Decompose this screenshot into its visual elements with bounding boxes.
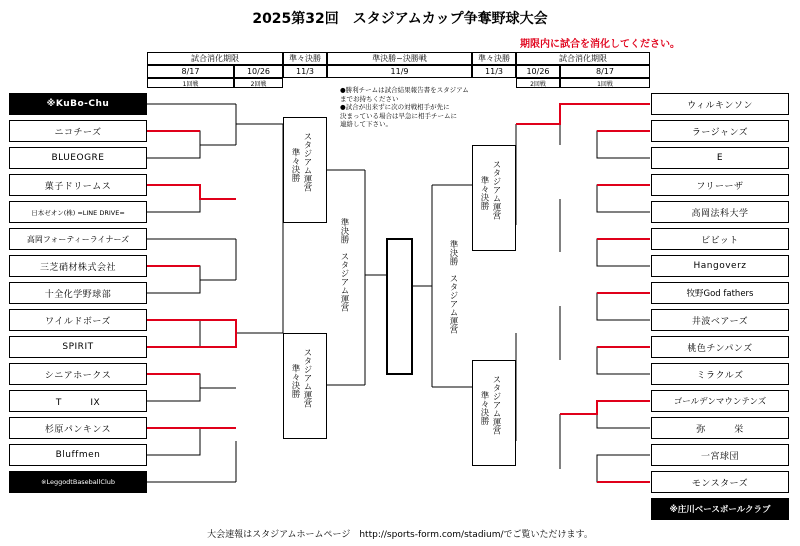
left-team-3: BLUEOGRE	[9, 147, 147, 169]
left-team-4: 菓子ドリームス	[9, 174, 147, 196]
header-right-period: 試合消化期限	[516, 52, 650, 65]
left-team-10: SPIRIT	[9, 336, 147, 358]
instructions-note: ●勝利チームは試合結果報告書をスタジアム までお持ちください ●試合が出来ずに次の対戦相手が先に 決まっている場合は早急に相手チームに 連絡して下さい。	[340, 86, 469, 128]
right-semi-label: 準決勝 スタジアム運営	[448, 240, 458, 334]
right-team-9: 井波ベアーズ	[651, 309, 789, 331]
right-team-2: ラージャンズ	[651, 120, 789, 142]
header-left-date-r1: 8/17	[147, 65, 234, 78]
header-date-final: 11/9	[327, 65, 472, 78]
right-team-5: 高岡法科大学	[651, 201, 789, 223]
left-team-5: 日本ゼオン(株) =LINE DRIVE=	[9, 201, 147, 223]
left-team-6: 高岡フォーティーライナーズ	[9, 228, 147, 250]
left-team-8: 十全化学野球部	[9, 282, 147, 304]
right-team-11: ミラクルズ	[651, 363, 789, 385]
right-team-7: Hangoverz	[651, 255, 789, 277]
header-right-round2: 2回戦	[516, 78, 560, 88]
deadline-notice: 期限内に試合を消化してください。	[520, 39, 680, 50]
left-team-12: T IX	[9, 390, 147, 412]
left-qf-top-operator: スタジアム運営	[302, 132, 312, 192]
left-team-13: 杉原パンキンス	[9, 417, 147, 439]
header-right-qf: 準々決勝	[472, 52, 516, 65]
header-left-round1: 1回戦	[147, 78, 234, 88]
left-qf-top-round: 準々決勝	[290, 148, 300, 182]
left-team-11: シニアホークス	[9, 363, 147, 385]
header-left-period: 試合消化期限	[147, 52, 283, 65]
right-team-16: ※庄川ベースボールクラブ	[651, 498, 789, 520]
left-qf-bottom-round: 準々決勝	[290, 364, 300, 398]
header-left-date-r2: 10/26	[234, 65, 283, 78]
header-semi-final: 準決勝~決勝戦	[327, 52, 472, 65]
footer-note: 大会速報はスタジアムホームページ http://sports-form.com/stadium/でご覧いただけます。	[207, 530, 593, 540]
page-title: 2025第32回 スタジアムカップ争奪野球大会	[252, 11, 548, 27]
left-qf-top-box	[283, 117, 327, 223]
left-team-1: ※KuBo-Chu	[9, 93, 147, 115]
header-left-date-qf: 11/3	[283, 65, 327, 78]
right-team-3: E	[651, 147, 789, 169]
header-left-qf: 準々決勝	[283, 52, 327, 65]
right-qf-top-round: 準々決勝	[479, 176, 489, 210]
header-right-date-qf: 11/3	[472, 65, 516, 78]
left-team-14: Bluffmen	[9, 444, 147, 466]
left-team-15: ※LeggodtBaseballClub	[9, 471, 147, 493]
right-team-8: 牧野God fathers	[651, 282, 789, 304]
left-qf-bottom-box	[283, 333, 327, 439]
left-qf-bottom-operator: スタジアム運営	[302, 348, 312, 408]
right-team-10: 桃色チンパンズ	[651, 336, 789, 358]
right-qf-bottom-round: 準々決勝	[479, 391, 489, 425]
right-team-4: フリーーザ	[651, 174, 789, 196]
header-right-round1: 1回戦	[560, 78, 650, 88]
right-team-14: 一宮球団	[651, 444, 789, 466]
right-team-1: ウィルキンソン	[651, 93, 789, 115]
left-semi-label: 準決勝 スタジアム運営	[339, 218, 349, 312]
left-team-2: ニコチーズ	[9, 120, 147, 142]
left-team-9: ワイルドボーズ	[9, 309, 147, 331]
right-team-6: ビビット	[651, 228, 789, 250]
right-qf-top-operator: スタジアム運営	[491, 160, 501, 220]
right-team-15: モンスターズ	[651, 471, 789, 493]
right-team-13: 弥 栄	[651, 417, 789, 439]
right-qf-bottom-operator: スタジアム運営	[491, 375, 501, 435]
right-team-12: ゴールデンマウンテンズ	[651, 390, 789, 412]
right-qf-bottom-box	[472, 360, 516, 466]
right-qf-top-box	[472, 145, 516, 251]
left-team-7: 三芝硝材株式会社	[9, 255, 147, 277]
champion-box	[386, 238, 413, 375]
header-right-date-r2: 10/26	[516, 65, 560, 78]
header-left-round2: 2回戦	[234, 78, 283, 88]
header-right-date-r1: 8/17	[560, 65, 650, 78]
